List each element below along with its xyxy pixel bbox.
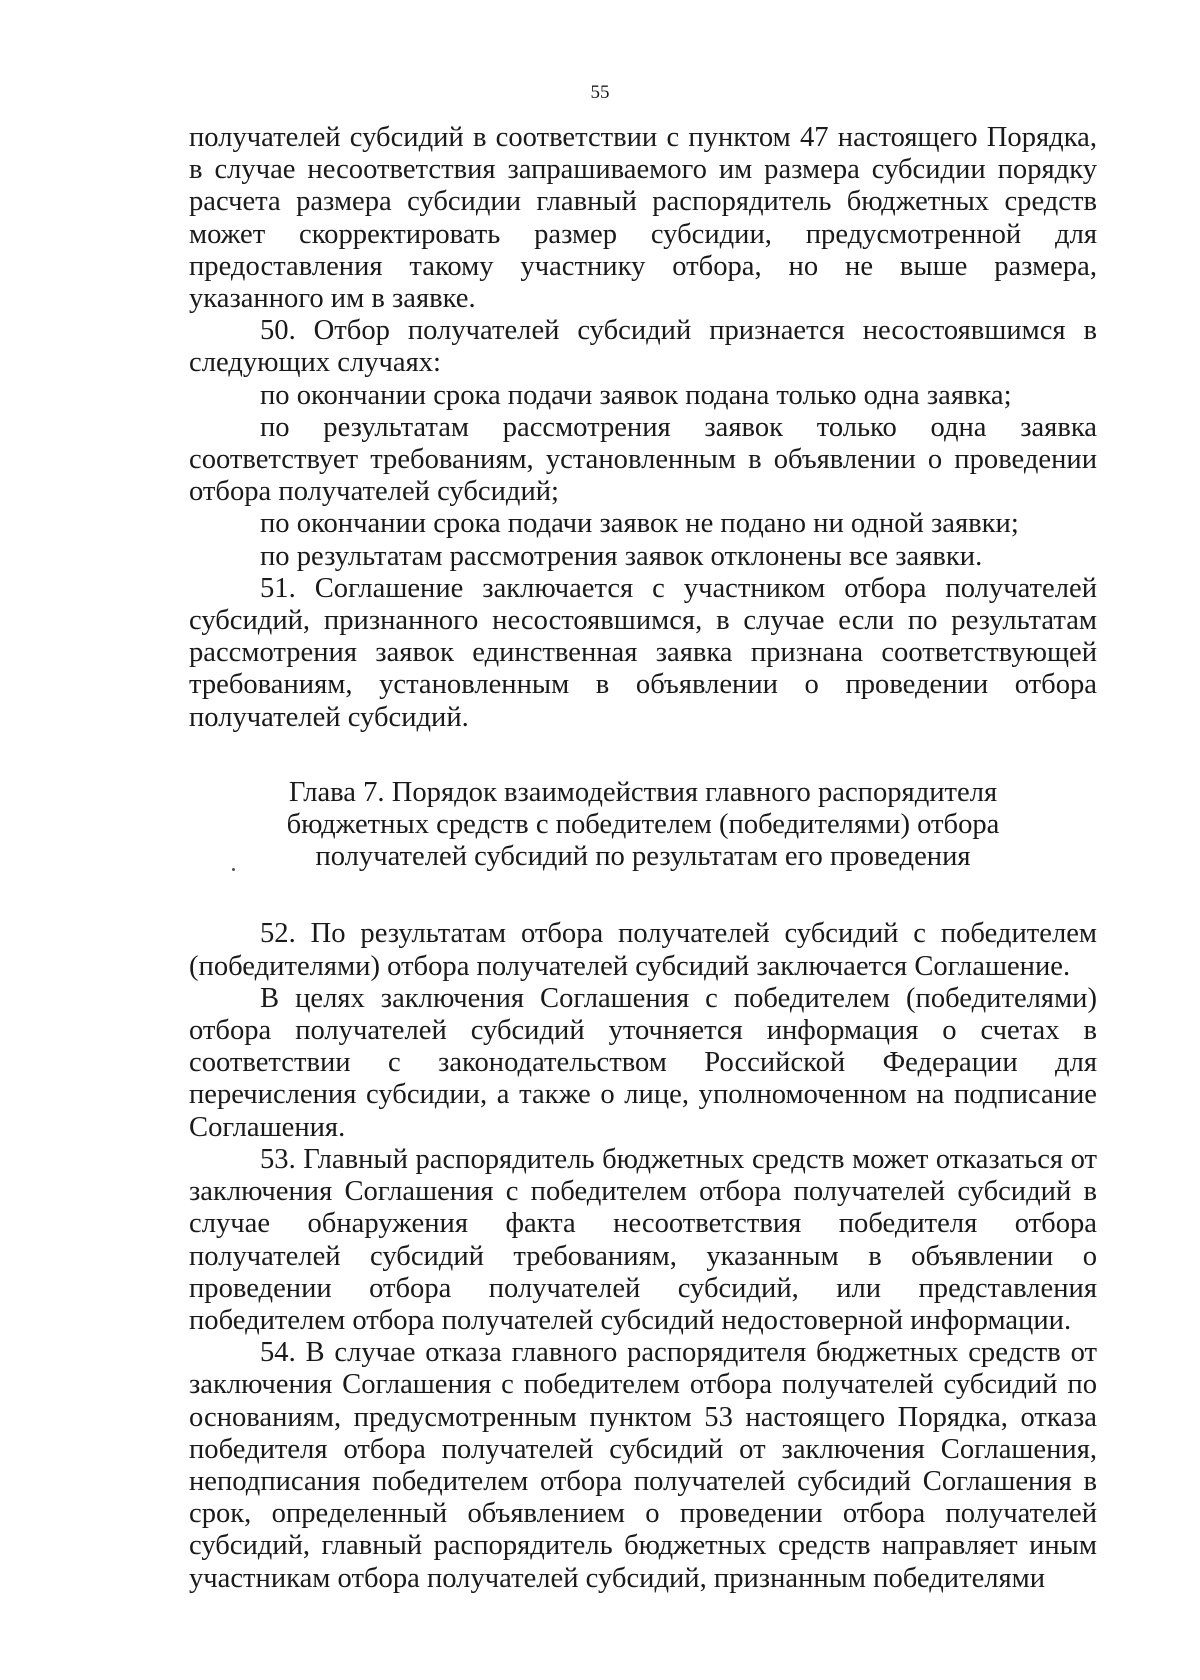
paragraph: по результатам рассмотрения заявок только одна заявка соответствует требованиям, установленным в объявлении о проведении отбора получателей субсидий; xyxy=(189,411,1097,508)
paragraph: 51. Соглашение заключается с участником отбора получателей субсидий, признанного несостоявшимся, в случае если по результатам рассмотрения заявок единственная заявка признана соответствующей требованиям, установленным в объявлении о проведении отбора получателей субсидий. xyxy=(189,572,1097,733)
chapter-heading-line-2: бюджетных средств с победителем (победителями) отбора xyxy=(286,809,1000,841)
paragraphs-before-heading xyxy=(189,122,1097,734)
paragraph: 54. В случае отказа главного распорядителя бюджетных средств от заключения Соглашения с победителем отбора получателей субсидий по основаниям, предусмотренным пунктом 53 настоящего Порядка, отказа победителя отбора получателей субсидий от заключения Соглашения, неподписания победителем отбора получателей субсидий Соглашения в срок, определенный объявлением о проведении отбора получателей субсидий, главный распорядитель бюджетных средств направляет иным участникам отбора получателей субсидий, признанным победителями xyxy=(189,1337,1097,1594)
paragraph: по окончании срока подачи заявок подана только одна заявка; xyxy=(260,379,1012,411)
paragraphs-after-heading xyxy=(189,918,1097,1594)
document-body xyxy=(189,122,1097,1595)
chapter-heading-line-1: Глава 7. Порядок взаимодействия главного распорядителя xyxy=(288,776,998,808)
paragraph: 53. Главный распорядитель бюджетных средств может отказаться от заключения Соглашения с победителем отбора получателей субсидий в случае обнаружения факта несоответствия победителя отбора получателей субсидий требованиям, указанным в объявлении о проведении отбора получателей субсидий, или представления победителем отбора получателей субсидий недостоверной информации. xyxy=(189,1143,1097,1336)
chapter-heading-line-3: получателей субсидий по результатам его проведения xyxy=(315,841,971,873)
scan-speck xyxy=(232,868,235,871)
paragraph: по окончании срока подачи заявок не подано ни одной заявки; xyxy=(260,508,1019,540)
page-number: 55 xyxy=(590,82,610,103)
chapter-heading xyxy=(189,777,1097,874)
paragraph: 50. Отбор получателей субсидий признается несостоявшимся в следующих случаях: xyxy=(189,315,1097,379)
paragraph: 52. По результатам отбора получателей субсидий с победителем (победителями) отбора получателей субсидий заключается Соглашение. xyxy=(189,918,1097,982)
paragraph: по результатам рассмотрения заявок отклонены все заявки. xyxy=(260,540,983,572)
paragraph: получателей субсидий в соответствии с пунктом 47 настоящего Порядка, в случае несоответствия запрашиваемого им размера субсидии порядку расчета размера субсидии главный распорядитель бюджетных средств может скорректировать размер субсидии, предусмотренной для предоставления такому участнику отбора, но не выше размера, указанного им в заявке. xyxy=(189,122,1097,315)
paragraph: В целях заключения Соглашения с победителем (победителями) отбора получателей субсидий уточняется информация о счетах в соответствии с законодательством Российской Федерации для перечисления субсидии, а также о лице, уполномоченном на подписание Соглашения. xyxy=(189,982,1097,1143)
